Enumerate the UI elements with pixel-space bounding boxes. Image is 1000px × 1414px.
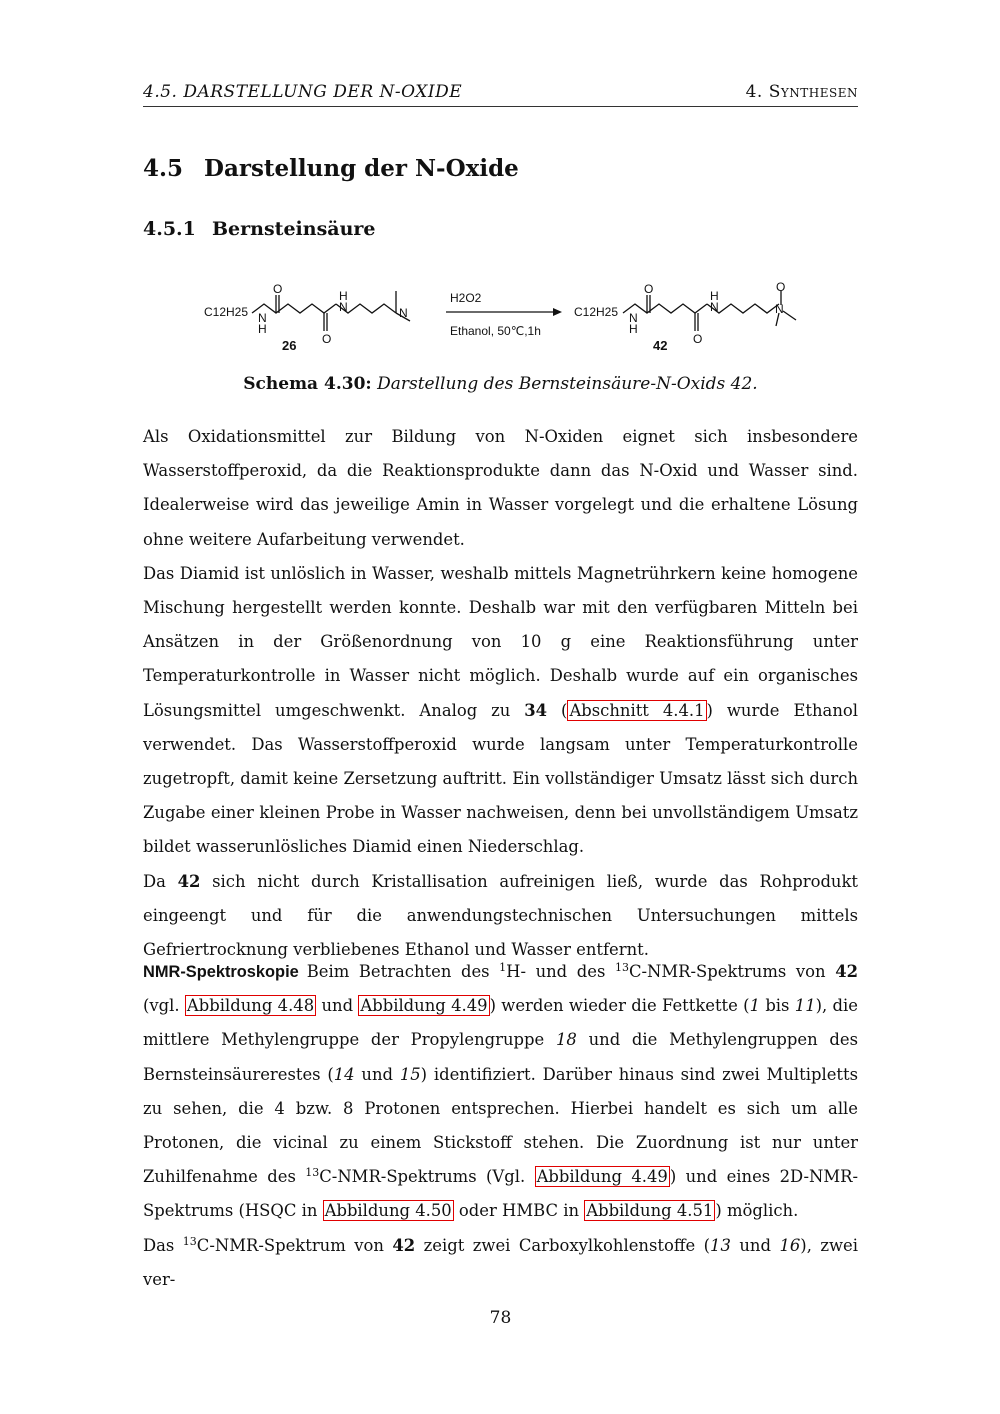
paragraph-oxidant: Als Oxidationsmittel zur Bildung von N-Oxiden eignet sich insbesondere Wasserstoffperoxid, da die Reaktionsprodukte dann das N-Oxid und Wasser sind. Idealerweise wird das jeweilige Amin in Wasser vorgelegt und die erhaltene Lösung ohne weitere Aufarbeitung verwendet. [143, 427, 858, 549]
text-run: Beim Betrachten des [306, 962, 500, 981]
atom-index: 13 [710, 1235, 731, 1255]
paragraph-nmr [143, 955, 858, 1229]
scheme-caption [143, 374, 858, 394]
left-amide2-h: H [339, 289, 348, 303]
right-chain-label: C12H25 [574, 305, 619, 319]
right-oxide-o: O [776, 280, 786, 294]
text-run: Das Diamid ist unlöslich in Wasser, weshalb mittels Magnetrührkern keine homogene Mischung hergestellt werden konnte. Deshalb war mit den verfügbaren Mitteln bei Ansätzen in der Größenordnung von 10 g eine Reaktionsführung unter Temperaturkontrolle in Wasser nicht möglich. Deshalb wurde auf ein organisches Lösungsmittel umgeschwenkt. Analog zu [143, 563, 858, 720]
link-abbildung-4-51[interactable]: Abbildung 4.51 [586, 1201, 714, 1221]
text-run: ) identifiziert. Darüber hinaus sind zwei Multipletts zu sehen, die 4 bzw. 8 Protonen entsprechen. Hierbei handelt es sich um alle Protonen, die vicinal zu einem Stickstoff stehen. Die Zuordnung ist nur unter Zuhilfenahme des [143, 1064, 858, 1187]
header-chapter: 4. Synthesen [745, 82, 858, 102]
compound-number-right: 42 [653, 338, 668, 353]
text-run: ), zwei ver- [143, 1235, 858, 1289]
compound-ref: 42 [177, 871, 201, 891]
left-amide2-n: N [339, 300, 348, 314]
body-text-synthesis [143, 420, 858, 967]
link-abschnitt-4-4-1[interactable]: Abschnitt 4.4.1 [569, 700, 705, 720]
text-run: ( [547, 700, 568, 720]
atom-index: 1 [749, 996, 760, 1016]
caption-text: Darstellung des Bernsteinsäure-N-Oxids 42. [377, 374, 758, 394]
text-run: und die Methylengruppen des Bernsteinsäurerestes ( [143, 1030, 858, 1084]
text-run: ) wurde Ethanol verwendet. Das Wasserstoffperoxid wurde langsam unter Temperaturkontrolle zugetropft, damit keine Zersetzung auftritt. Ein vollständiger Umsatz lässt sich durch Zugabe einer kleinen Probe in Wasser nachweisen, denn bei unvollständigem Umsatz bildet wasserunlösliches Diamid einen Niederschlag. [143, 700, 858, 857]
right-amide-h: H [629, 322, 638, 336]
nmr-heading: NMR-Spektroskopie [143, 963, 299, 981]
link-abbildung-4-49-b[interactable]: Abbildung 4.49 [536, 1167, 668, 1187]
left-carbonyl-o2: O [322, 332, 332, 346]
text-run: C-NMR-Spektrums (Vgl. [319, 1167, 535, 1187]
section-number: 4.5 [143, 155, 184, 182]
atom-index: 14 [333, 1064, 355, 1084]
text-run: Das [143, 1235, 183, 1255]
text-run: sich nicht durch Kristallisation aufreinigen ließ, wurde das Rohprodukt eingeengt und für die anwendungstechnischen Untersuchungen mittels Gefriertrocknung verbliebenes Ethanol und Wasser entfernt. [143, 871, 859, 960]
link-abbildung-4-50[interactable]: Abbildung 4.50 [324, 1201, 452, 1221]
left-chain-label: C12H25 [204, 305, 249, 319]
link-abbildung-4-49[interactable]: Abbildung 4.49 [360, 996, 488, 1016]
atom-index: 11 [794, 996, 816, 1016]
text-run: H- und des [506, 962, 615, 981]
text-run: und [354, 1064, 400, 1084]
right-amide-n: N [629, 311, 638, 325]
text-run: C-NMR-Spektrums von [628, 962, 836, 981]
reagent-top: H2O2 [450, 291, 482, 305]
section-title: Darstellung der N-Oxide [204, 155, 519, 182]
caption-label: Schema 4.30: [243, 374, 372, 394]
right-carbonyl-o2: O [693, 332, 703, 346]
text-run: oder HMBC in [453, 1201, 585, 1221]
reaction-scheme-drawing [198, 278, 858, 366]
section-heading [143, 155, 519, 182]
text-run: bis [760, 996, 795, 1016]
reaction-scheme [198, 278, 858, 366]
paragraph-diamide [143, 557, 858, 865]
left-carbonyl-o: O [273, 282, 283, 296]
text-run: ), die mittlere Methylengruppe der Propylengruppe [143, 996, 858, 1050]
superscript: 13 [305, 1166, 320, 1180]
link-abbildung-4-48[interactable]: Abbildung 4.48 [186, 996, 315, 1016]
left-amine-n: N [399, 306, 408, 320]
paragraph-purification [143, 865, 858, 968]
body-text-nmr [143, 955, 858, 1297]
superscript: 1 [499, 961, 507, 974]
paragraph-13c-nmr [143, 1229, 858, 1297]
text-run: (vgl. [143, 996, 185, 1016]
subsection-heading [143, 218, 376, 240]
text-run: und [730, 1235, 780, 1255]
compound-ref: 34 [524, 700, 548, 720]
right-amide2-n: N [710, 300, 719, 314]
atom-index: 15 [399, 1064, 421, 1084]
superscript: 13 [614, 961, 629, 974]
compound-number-left: 26 [282, 338, 297, 353]
subsection-title: Bernsteinsäure [212, 218, 376, 240]
right-amide2-h: H [710, 289, 719, 303]
compound-ref: 42 [392, 1235, 416, 1255]
text-run: ) möglich. [715, 1201, 799, 1221]
text-run: C-NMR-Spektrum von [196, 1235, 393, 1255]
header-chapter-section: 4.5. DARSTELLUNG DER N-OXIDE [143, 82, 463, 102]
compound-ref: 42 [835, 962, 858, 981]
reagent-bottom: Ethanol, 50℃,1h [450, 324, 541, 338]
atom-index: 16 [779, 1235, 801, 1255]
text-run: und [316, 996, 359, 1016]
text-run: Da [143, 871, 178, 891]
left-amide-n: N [258, 311, 267, 325]
right-oxide-n: N [775, 302, 784, 316]
superscript: 13 [182, 1234, 197, 1248]
text-run: ) und eines 2D-NMR-Spektrums (HSQC in [143, 1167, 859, 1221]
document-page [143, 0, 858, 1414]
atom-index: 18 [555, 1030, 577, 1050]
right-carbonyl-o: O [644, 282, 654, 296]
subsection-number: 4.5.1 [143, 218, 196, 240]
text-run: zeigt zwei Carboxylkohlenstoffe ( [415, 1235, 711, 1255]
running-header [143, 82, 858, 107]
left-amide-h: H [258, 322, 267, 336]
text-run: ) werden wieder die Fettkette ( [489, 996, 750, 1016]
page-number: 78 [489, 1308, 512, 1328]
